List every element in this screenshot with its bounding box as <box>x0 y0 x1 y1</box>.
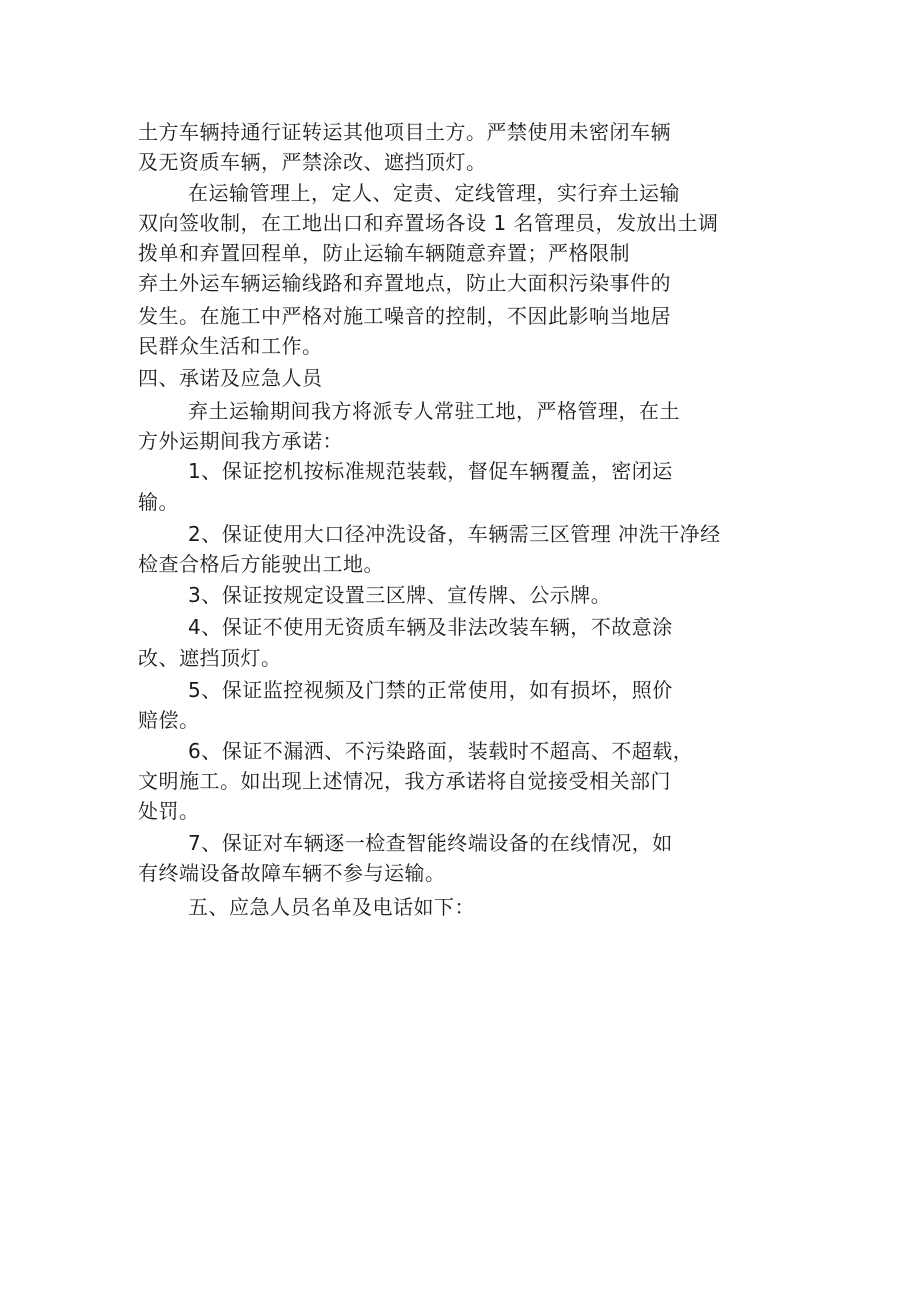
list-item: 4、保证不使用无资质车辆及非法改装车辆，不故意涂 <box>188 615 673 639</box>
text-line: 拨单和弃置回程单，防止运输车辆随意弃置；严格限制 <box>138 241 630 265</box>
text-line: 双向签收制，在工地出口和弃置场各设 1 名管理员，发放出土调 <box>138 211 719 235</box>
paragraph-start: 在运输管理上，定人、定责、定线管理，实行弃土运输 <box>188 181 680 205</box>
text-line: 输。 <box>138 490 179 514</box>
list-item: 3、保证按规定设置三区牌、宣传牌、公示牌。 <box>188 583 612 607</box>
list-item: 1、保证挖机按标准规范装载，督促车辆覆盖，密闭运 <box>188 459 673 483</box>
list-item: 6、保证不漏洒、不污染路面，装载时不超高、不超载， <box>188 739 694 763</box>
section-heading: 五、应急人员名单及电话如下： <box>188 895 475 919</box>
text-line: 及无资质车辆，严禁涂改、遮挡顶灯。 <box>138 150 487 174</box>
text-line: 文明施工。如出现上述情况，我方承诺将自觉接受相关部门 <box>138 769 671 793</box>
text-line: 方外运期间我方承诺： <box>138 429 343 453</box>
list-item: 2、保证使用大口径冲洗设备，车辆需三区管理 冲洗干净经 <box>188 522 721 546</box>
text-line: 发生。在施工中严格对施工噪音的控制，不因此影响当地居 <box>138 304 671 328</box>
text-line: 改、遮挡顶灯。 <box>138 646 282 670</box>
text-line: 检查合格后方能驶出工地。 <box>138 552 384 576</box>
paragraph-start: 弃土运输期间我方将派专人常驻工地，严格管理，在土 <box>188 399 680 423</box>
text-line: 土方车辆持通行证转运其他项目土方。严禁使用未密闭车辆 <box>138 120 671 144</box>
list-item: 5、保证监控视频及门禁的正常使用，如有损坏，照价 <box>188 678 673 702</box>
text-line: 民群众生活和工作。 <box>138 334 323 358</box>
text-line: 弃土外运车辆运输线路和弃置地点，防止大面积污染事件的 <box>138 271 671 295</box>
text-line: 赔偿。 <box>138 708 200 732</box>
text-line: 处罚。 <box>138 799 200 823</box>
text-line: 有终端设备故障车辆不参与运输。 <box>138 861 446 885</box>
list-item: 7、保证对车辆逐一检查智能终端设备的在线情况，如 <box>188 831 673 855</box>
section-heading: 四、承诺及应急人员 <box>138 366 323 390</box>
